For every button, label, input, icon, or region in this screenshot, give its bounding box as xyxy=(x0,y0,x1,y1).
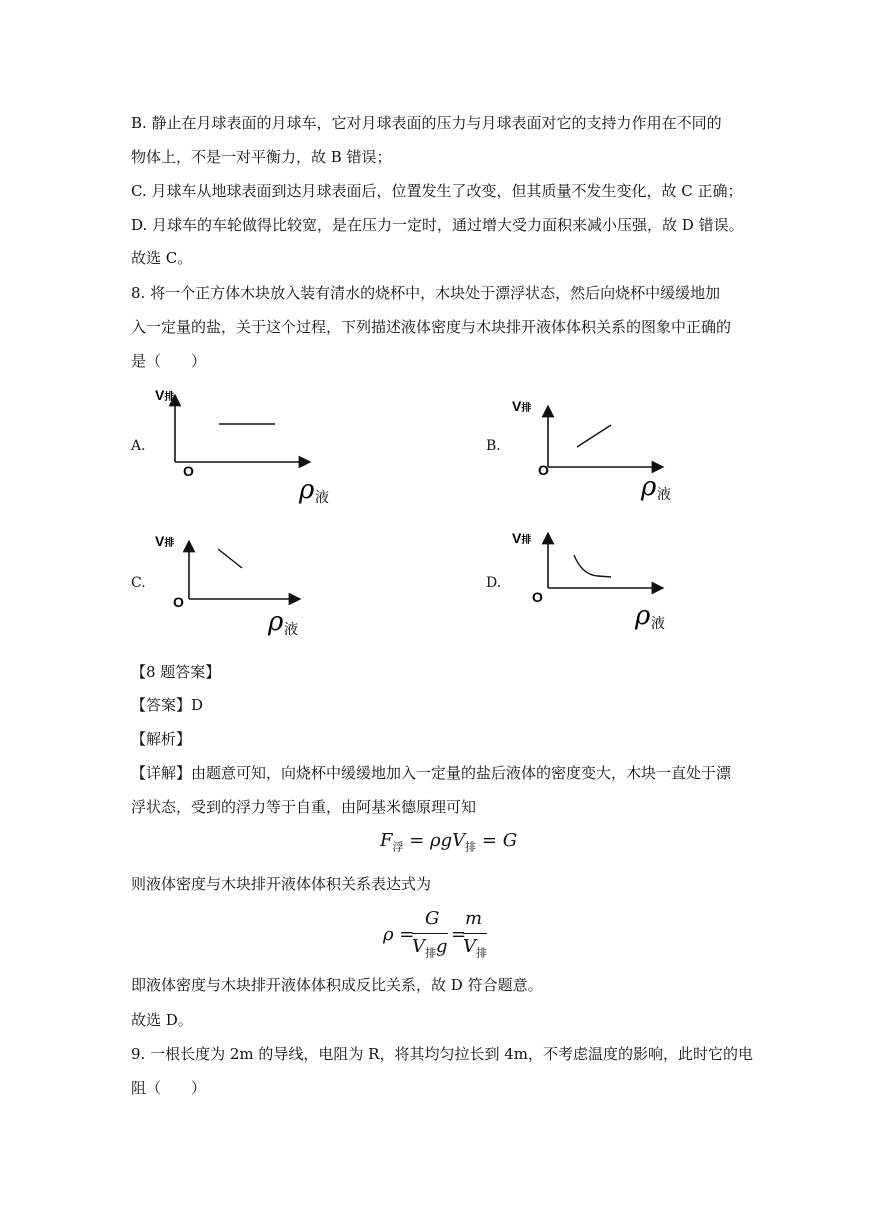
answer-line: 【答案】D xyxy=(131,696,204,714)
origin-label: O xyxy=(173,594,184,610)
graph-b xyxy=(510,395,710,520)
y-label: V xyxy=(155,387,165,403)
eq2-fraction-bar-2 xyxy=(463,933,487,934)
y-label-sub: 排 xyxy=(521,403,532,414)
detail-line-2: 浮状态，受到的浮力等于自重，由阿基米德原理可知 xyxy=(131,798,477,816)
graph-a xyxy=(155,385,355,510)
x-label: ρ xyxy=(641,472,657,502)
option-d-label: D. xyxy=(486,575,502,591)
y-label: V xyxy=(512,398,522,414)
eq1-F-sub: 浮 xyxy=(392,840,404,854)
option-b-label: B. xyxy=(486,438,501,454)
curve-inverse xyxy=(574,555,611,577)
eq2-lhs: ρ = xyxy=(383,924,415,945)
question-9-line-2: 阻（ ） xyxy=(131,1079,207,1097)
y-label-sub: 排 xyxy=(521,535,532,546)
y-label: V xyxy=(155,533,165,549)
x-label-sub: 液 xyxy=(284,622,298,638)
graph-b-svg xyxy=(510,395,710,520)
option-a-label: A. xyxy=(131,438,146,454)
option-d-line: D. 月球车的车轮做得比较宽，是在压力一定时，通过增大受力面积来减小压强，故 D 错误。 xyxy=(131,216,744,234)
svg-text:V排 xyxy=(155,533,174,549)
curve-increasing xyxy=(577,425,611,447)
svg-text:V排 xyxy=(512,530,531,546)
graph-a-svg xyxy=(155,385,355,510)
eq2-num2: m xyxy=(465,908,483,929)
eq1-rhs: = G xyxy=(481,830,518,851)
svg-text:V排 xyxy=(155,387,174,403)
graph-d-svg xyxy=(512,530,712,655)
eq1-V-sub: 排 xyxy=(465,840,477,854)
graph-c xyxy=(155,530,355,655)
equation-buoyancy xyxy=(380,830,517,855)
option-b-line-1: B. 静止在月球表面的月球车，它对月球表面的压力与月球表面对它的支持力作用在不同的 xyxy=(131,114,722,132)
svg-text:V排 xyxy=(512,398,531,414)
question-8-line-3: 是（ ） xyxy=(131,352,207,370)
graph-c-svg xyxy=(155,530,355,655)
origin-label: O xyxy=(183,463,194,479)
y-label-sub: 排 xyxy=(164,392,175,403)
question-9-line-1: 9. 一根长度为 2m 的导线，电阻为 R，将其均匀拉长到 4m，不考虑温度的影响，此时它的电 xyxy=(131,1045,753,1063)
option-c-line: C. 月球车从地球表面到达月球表面后，位置发生了改变，但其质量不发生变化，故 C 正确； xyxy=(131,182,743,200)
option-b-line-2: 物体上，不是一对平衡力，故 B 错误； xyxy=(131,148,392,166)
conclusion-line: 即液体密度与木块排开液体体积成反比关系，故 D 符合题意。 xyxy=(131,976,543,994)
eq2-fraction-bar-1 xyxy=(412,933,448,934)
origin-label: O xyxy=(538,462,549,478)
x-label-sub: 液 xyxy=(651,616,665,632)
eq2-den1: $V_排g$ xyxy=(412,936,448,960)
x-label: ρ xyxy=(635,601,651,631)
analysis-header: 【解析】 xyxy=(131,730,192,748)
x-label-sub: 液 xyxy=(315,490,329,506)
question-8-line-1: 8. 将一个正方体木块放入装有清水的烧杯中，木块处于漂浮状态，然后向烧杯中缓缓地加 xyxy=(131,284,721,302)
answer-header: 【8 题答案】 xyxy=(131,663,221,681)
curve-decreasing xyxy=(218,549,242,568)
x-label: ρ xyxy=(299,475,315,505)
y-label: V xyxy=(512,530,522,546)
option-c-label: C. xyxy=(131,575,146,591)
y-label-sub: 排 xyxy=(164,538,175,549)
eq1-F: F xyxy=(380,830,393,851)
answer-8: 故选 D。 xyxy=(131,1011,193,1029)
expression-line: 则液体密度与木块排开液体体积关系表达式为 xyxy=(131,875,432,893)
x-label: ρ xyxy=(268,607,284,637)
origin-label: O xyxy=(532,589,543,605)
x-label-sub: 液 xyxy=(657,487,671,503)
eq2-num1: G xyxy=(425,908,440,929)
detail-line-1: 【详解】由题意可知，向烧杯中缓缓地加入一定量的盐后液体的密度变大，木块一直处于漂 xyxy=(131,764,732,782)
graph-d xyxy=(512,530,712,655)
eq2-den2: $V_排$ xyxy=(463,936,487,960)
eq2-eq: = xyxy=(451,924,467,945)
eq1-mid: = ρgV xyxy=(409,830,466,851)
question-8-line-2: 入一定量的盐，关于这个过程，下列描述液体密度与木块排开液体体积关系的图象中正确的 xyxy=(131,318,732,336)
answer-7: 故选 C。 xyxy=(131,249,193,267)
equation-density xyxy=(383,908,493,960)
